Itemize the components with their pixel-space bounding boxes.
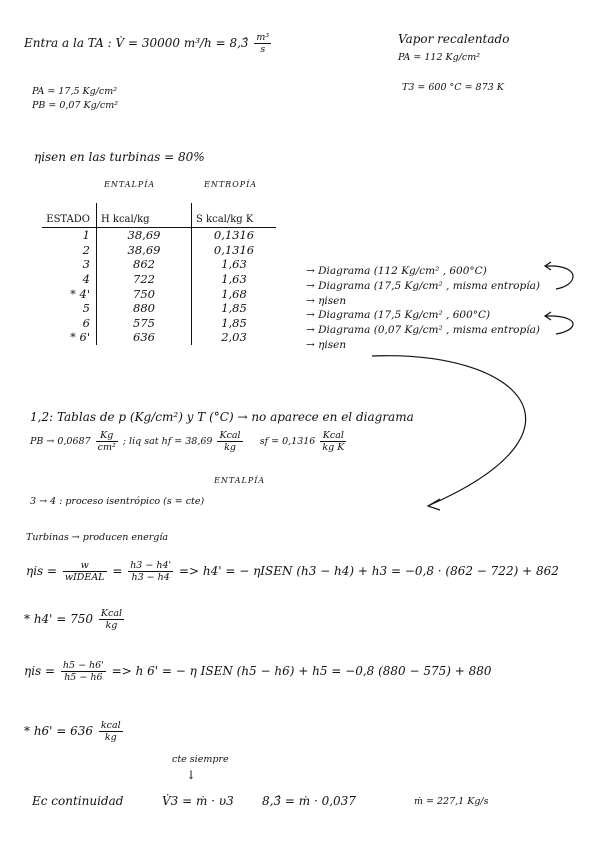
estado-cell: 5 xyxy=(82,301,90,316)
enthalpy-cell: 38,69 xyxy=(97,228,192,243)
enthalpy-cell: 575 xyxy=(97,316,192,331)
vapor-temperature: T3 = 600 °C = 873 K xyxy=(402,82,504,93)
entropy-cell: 1,85 xyxy=(221,315,247,330)
col-estado: ESTADO xyxy=(46,214,90,225)
estado-cell: 1 xyxy=(82,228,90,243)
entalpia-small: ENTALPÍA xyxy=(214,476,266,485)
entropy-cell: 1,63 xyxy=(221,272,247,287)
note-row-6: → Diagrama (0,07 Kg/cm² , misma entropía) xyxy=(306,324,540,336)
entropy-cell: 0,1316 xyxy=(213,242,255,257)
equation-isentropic-4: ηis = $\frac{w}{\text{wIDEAL}}$ = $\frac{h3 - h4'}{h3 - h4}$ => h4' = − ηISEN (h3 − h4) + h3 = −0,8 · (862 − 722) + 862 xyxy=(26,560,559,583)
enthalpy-cell: 750 xyxy=(97,286,192,301)
estado-cell: 4 xyxy=(82,272,90,287)
vapor-pa: PA = 112 Kg/cm² xyxy=(398,52,481,63)
entropy-cell: 1,63 xyxy=(221,257,247,272)
entry-unit: $\frac{\text{m³}}{s}$ xyxy=(256,32,270,55)
equation-isentropic-6: ηis = $\frac{h5 - h6'}{h5 - h6}$ => h 6' = − η ISEN (h5 − h6) + h5 = −0,8 (880 − 575) + 880 xyxy=(24,660,492,683)
estado-cell: 3 xyxy=(82,257,90,272)
proceso-line: 3 → 4 : proceso isentrópico (s = cte) xyxy=(30,496,205,507)
entry-line: Entra a la TA : V̇ = 30000 m³/h = 8,3̂ $\frac{\text{m³}}{s}$ xyxy=(24,32,270,55)
h6p-result: * h6' = 636 $\frac{\text{kcal}}{kg}$ xyxy=(24,720,121,743)
note-row-4p: → ηisen xyxy=(306,295,347,307)
entropy-cell: 2,03 xyxy=(221,330,247,345)
entropy-cell: 0,1316 xyxy=(213,228,255,243)
note-row-5: → Diagrama (17,5 Kg/cm² , 600°C) xyxy=(306,309,491,321)
entropy-cell: 1,85 xyxy=(221,301,247,316)
enthalpy-cell: 862 xyxy=(97,257,192,272)
col-enthalpy: H kcal/kg xyxy=(97,203,192,228)
vapor-title: Vapor recalentado xyxy=(398,32,510,46)
turbinas-line: Turbinas → producen energía xyxy=(26,532,169,543)
estado-cell: 6 xyxy=(82,315,90,330)
estado-cell: 2 xyxy=(82,242,90,257)
enthalpy-cell: 38,69 xyxy=(97,243,192,258)
entropy-cell: 1,68 xyxy=(221,286,247,301)
note-row-6p: → ηisen xyxy=(306,339,347,351)
saturation-line: PB → 0,0687 $\frac{Kg}{\text{cm²}}$ ; liq sat hf = 38,69 $\frac{\text{Kcal}}{kg}$ sf = 0,1316 $\frac{\text{Kcal}}{\text{kg K}}$ xyxy=(30,430,345,453)
note-row-3: → Diagrama (112 Kg/cm² , 600°C) xyxy=(306,265,487,277)
entalpia-label: ENTALPÍA xyxy=(104,180,156,189)
asterisk-mark: * xyxy=(70,330,76,345)
enthalpy-cell: 636 xyxy=(97,330,192,345)
enthalpy-cell: 880 xyxy=(97,301,192,316)
big-curve-arrow-head xyxy=(428,499,440,510)
note-row-4: → Diagrama (17,5 Kg/cm² , misma entropía) xyxy=(306,280,540,292)
pressure-a: PA = 17,5 Kg/cm² xyxy=(32,86,118,97)
h4p-result: * h4' = 750 $\frac{\text{Kcal}}{kg}$ xyxy=(24,608,123,631)
entropia-label: ENTROPÍA xyxy=(204,180,258,189)
continuidad-label: Ec continuidad xyxy=(32,794,124,808)
continuidad-eq2: 8,3̂ = ṁ · 0,037 xyxy=(262,794,356,808)
pressure-b: PB = 0,07 Kg/cm² xyxy=(32,100,119,111)
asterisk-mark: * xyxy=(70,286,76,301)
estado-cell: * 6' xyxy=(70,330,90,345)
cte-arrow: ↓ xyxy=(186,768,197,782)
tablas-line: 1,2: Tablas de p (Kg/cm²) y T (°C) → no aparece en el diagrama xyxy=(30,410,414,424)
estado-cell: * 4' xyxy=(70,286,90,301)
enthalpy-cell: 722 xyxy=(97,272,192,287)
cte-note: cte siempre xyxy=(172,754,229,765)
efficiency-line: ηisen en las turbinas = 80% xyxy=(34,150,205,164)
mass-flow-result: ṁ = 227,1 Kg/s xyxy=(414,796,489,807)
big-curve-arrow xyxy=(372,356,526,505)
col-entropy: S kcal/kg K xyxy=(196,214,254,225)
continuidad-eq1: V̇3 = ṁ · υ3 xyxy=(162,794,234,808)
